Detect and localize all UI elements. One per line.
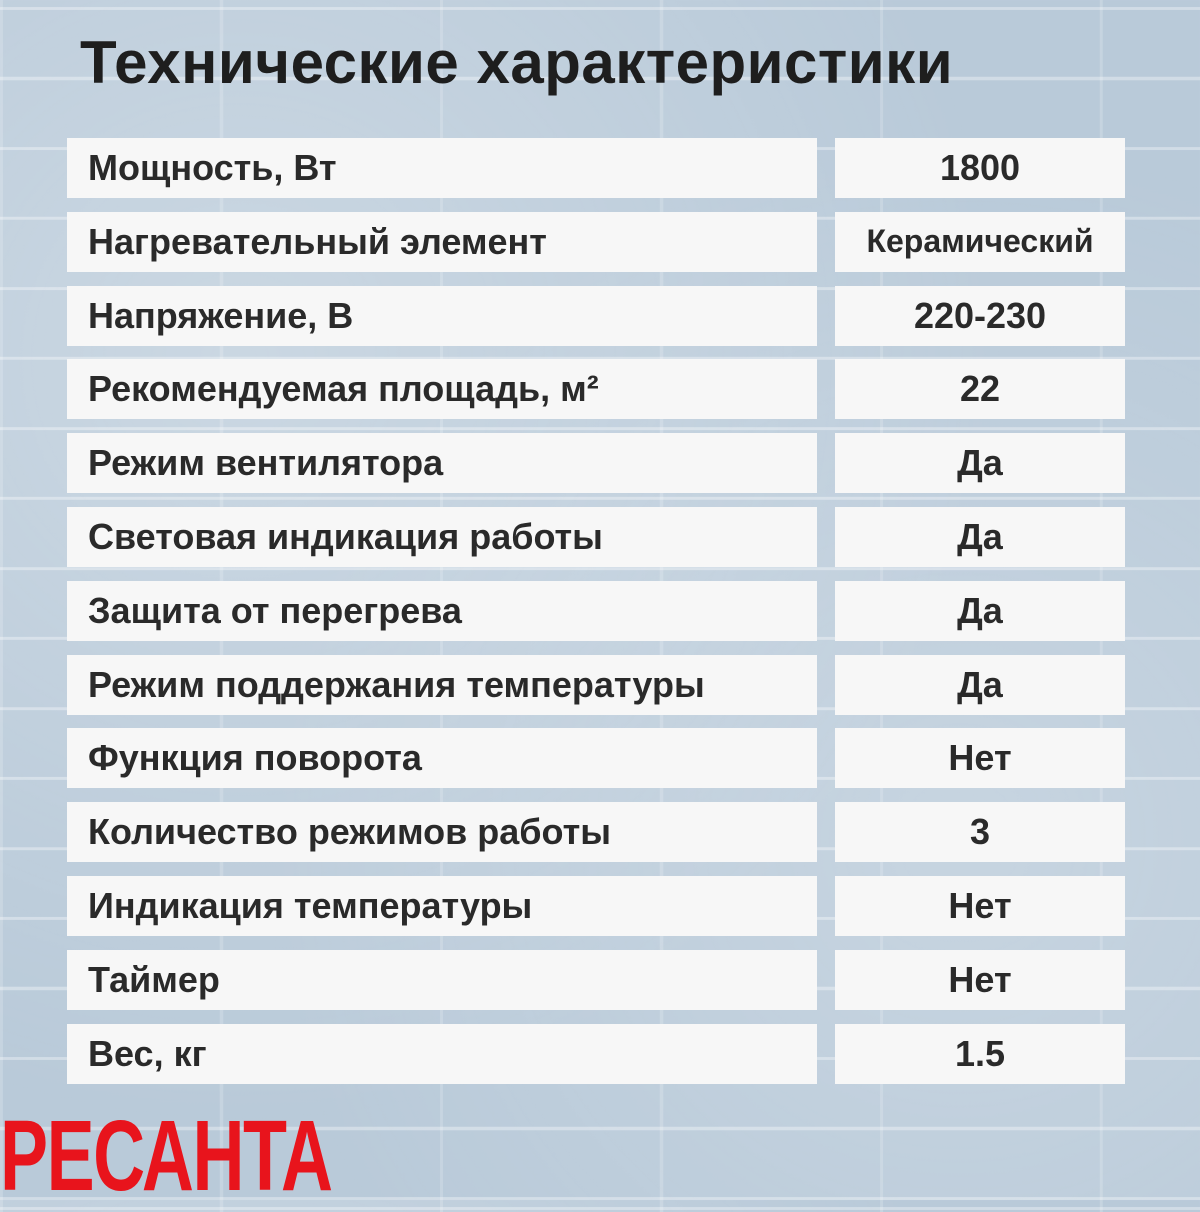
spec-row-modes-count (67, 802, 1125, 862)
spec-label: Мощность, Вт (67, 138, 817, 198)
spec-label: Рекомендуемая площадь, м² (67, 359, 817, 419)
spec-label: Количество режимов работы (67, 802, 817, 862)
spec-label: Таймер (67, 950, 817, 1010)
spec-label: Световая индикация работы (67, 507, 817, 567)
spec-value: 1.5 (835, 1024, 1125, 1084)
spec-row-fan-mode (67, 433, 1125, 493)
spec-label: Режим поддержания температуры (67, 655, 817, 715)
spec-value: Да (835, 433, 1125, 493)
spec-value: Да (835, 581, 1125, 641)
spec-row-heating-element (67, 212, 1125, 272)
spec-label: Вес, кг (67, 1024, 817, 1084)
spec-row-temperature-indication (67, 876, 1125, 936)
spec-value: Да (835, 507, 1125, 567)
spec-value: Нет (835, 728, 1125, 788)
spec-value: Да (835, 655, 1125, 715)
spec-label: Защита от перегрева (67, 581, 817, 641)
spec-row-light-indication (67, 507, 1125, 567)
spec-row-power (67, 138, 1125, 198)
spec-value: Керамический (835, 212, 1125, 272)
spec-row-weight (67, 1024, 1125, 1084)
spec-table (67, 138, 1125, 1097)
spec-row-area (67, 359, 1125, 419)
spec-value: Нет (835, 950, 1125, 1010)
spec-row-timer (67, 950, 1125, 1010)
spec-value: 22 (835, 359, 1125, 419)
spec-row-temperature-maintenance (67, 655, 1125, 715)
page-title: Технические характеристики (80, 29, 954, 96)
spec-value: 1800 (835, 138, 1125, 198)
spec-label: Функция поворота (67, 728, 817, 788)
spec-label: Напряжение, В (67, 286, 817, 346)
spec-label: Режим вентилятора (67, 433, 817, 493)
spec-value: 220-230 (835, 286, 1125, 346)
spec-label: Нагревательный элемент (67, 212, 817, 272)
spec-label: Индикация температуры (67, 876, 817, 936)
spec-value: Нет (835, 876, 1125, 936)
brand-logo: РЕСАНТА (0, 1100, 332, 1212)
spec-row-overheat-protection (67, 581, 1125, 641)
spec-value: 3 (835, 802, 1125, 862)
spec-row-voltage (67, 286, 1125, 346)
spec-row-rotation (67, 728, 1125, 788)
